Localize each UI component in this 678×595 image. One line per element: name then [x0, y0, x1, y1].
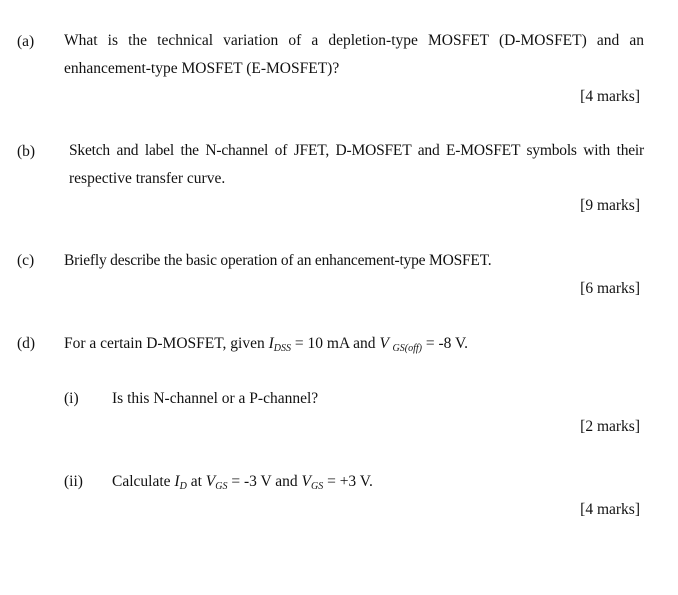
vgs1-symbol: V — [205, 473, 216, 490]
idss-symbol: I — [268, 335, 274, 352]
question-d-ii-val1: = -3 V and — [227, 473, 302, 490]
question-c-text: Briefly describe the basic operation of an enhancement-type MOSFET. — [64, 252, 492, 269]
question-a-marks: [4 marks] — [580, 88, 640, 105]
question-b-line1: Sketch and label the N-channel of JFET, D-MOSFET and E-MOSFET symbols with their — [69, 142, 644, 159]
question-d-ii-marks: [4 marks] — [580, 501, 640, 518]
question-c-marks: [6 marks] — [580, 280, 640, 297]
question-a-line1: What is the technical variation of a depletion-type MOSFET (D-MOSFET) and an — [64, 32, 644, 49]
vgs1-subscript: GS — [215, 481, 228, 492]
vgs2-symbol: V — [301, 473, 311, 490]
question-d-ii-at: at — [186, 473, 206, 490]
question-d-i-text: Is this N-channel or a P-channel? — [112, 390, 319, 407]
question-b-marks: [9 marks] — [580, 197, 640, 214]
question-b-label: (b) — [17, 143, 36, 160]
id-subscript: D — [179, 481, 187, 492]
vgs2-subscript: GS — [310, 481, 324, 492]
vgsoff-symbol: V — [379, 335, 393, 352]
question-b-line2: respective transfer curve. — [69, 170, 226, 187]
question-c-label: (c) — [17, 252, 35, 269]
id-symbol: I — [174, 473, 180, 490]
idss-subscript: DSS — [273, 343, 292, 354]
question-d-ii-prefix: Calculate — [112, 473, 175, 490]
question-d-ii-val2: = +3 V. — [323, 473, 373, 490]
question-d-ii-text — [112, 474, 373, 492]
question-a-text — [64, 27, 644, 83]
question-d-suffix: = -8 V. — [421, 335, 469, 352]
vgsoff-subscript: GS(off) — [392, 343, 422, 354]
question-d-prefix: For a certain D-MOSFET, given — [64, 335, 269, 352]
question-a-line2: enhancement-type MOSFET (E-MOSFET)? — [64, 60, 340, 77]
question-a-label: (a) — [17, 33, 35, 50]
question-d-text — [64, 336, 468, 354]
question-d-i-marks: [2 marks] — [580, 418, 640, 435]
question-b-text — [69, 137, 644, 193]
question-d-mid: = 10 mA and — [291, 335, 380, 352]
question-d-i-label: (i) — [64, 390, 79, 407]
question-d-ii-label: (ii) — [64, 473, 83, 490]
question-d-label: (d) — [17, 335, 36, 352]
